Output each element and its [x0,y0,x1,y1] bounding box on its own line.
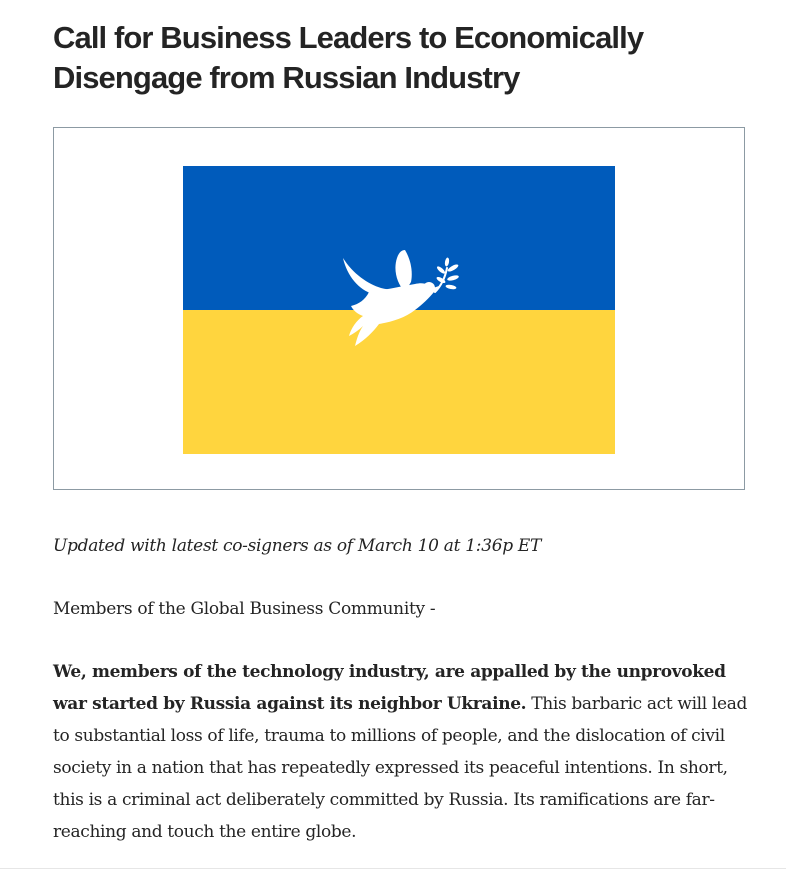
flag-yellow-stripe [183,310,615,454]
ukraine-flag [183,166,615,454]
article-hero-image [53,127,745,490]
article-title: Call for Business Leaders to Economically Disengage from Russian Industry [53,20,644,95]
body-paragraph [53,656,747,848]
bottom-divider [0,868,786,869]
body-bold-lead: We, members of the technology industry, are appalled by the unprovoked war started by Russia against its neighbor Ukraine. [53,662,726,714]
body-text: This barbaric act will lead to substantial loss of life, trauma to millions of people, and the dislocation of civil society in a nation that has repeatedly expressed its peaceful intentions. In short, this is a criminal act deliberately committed by Russia. Its ramifications are far-reaching and touch the entire globe. [53,694,748,842]
greeting-line: Members of the Global Business Community - [53,599,436,619]
updated-note: Updated with latest co-signers as of March 10 at 1:36p ET [53,536,542,556]
